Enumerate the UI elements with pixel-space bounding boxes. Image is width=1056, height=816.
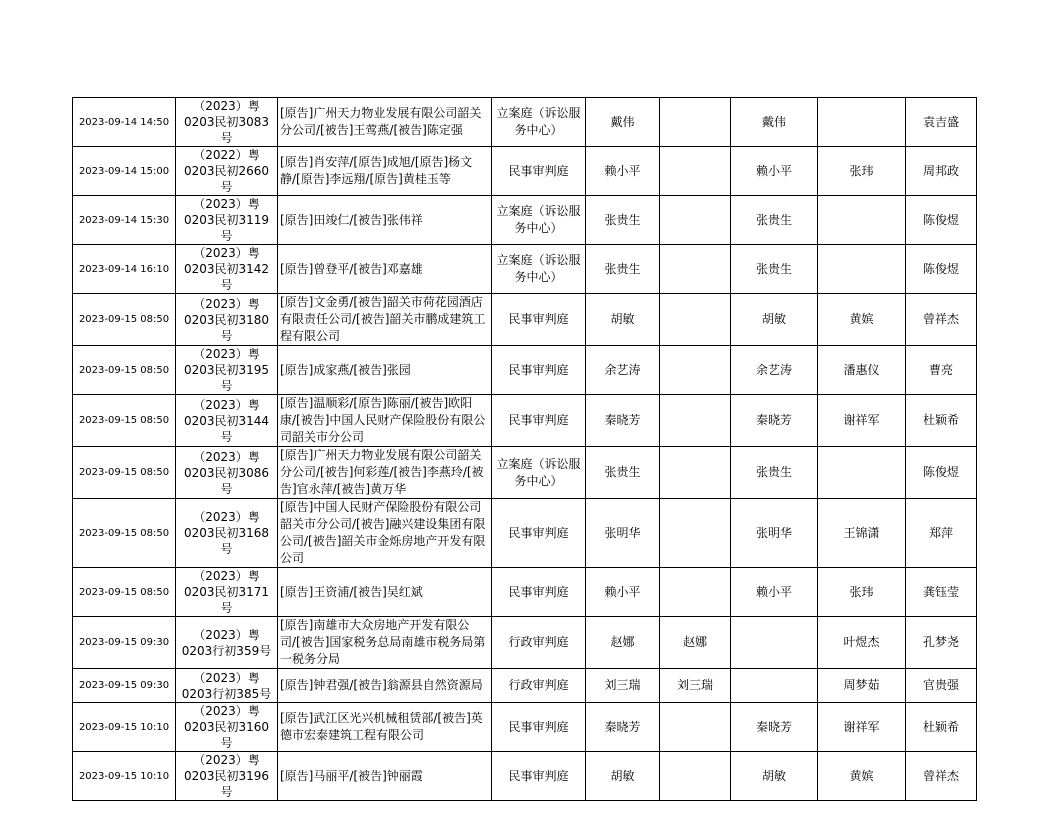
- presiding-judge-cell: 秦晓芳: [586, 395, 660, 447]
- judge-col6-cell: [660, 98, 731, 147]
- case-number-cell: （2023）粤0203民初3180号: [176, 294, 278, 346]
- table-row: [73, 752, 977, 801]
- parties-cell: [原告]肖安萍/[原告]成旭/[原告]杨文静/[原告]李远翔/[原告]黄桂玉等: [278, 147, 492, 196]
- table-row: [73, 669, 977, 703]
- case-number-cell: （2023）粤0203行初359号: [176, 617, 278, 669]
- clerk-cell: 曹亮: [906, 346, 977, 395]
- hearing-time-cell: 2023-09-15 08:50: [73, 395, 176, 447]
- judge-col6-cell: [660, 568, 731, 617]
- clerk-cell: 周邦政: [906, 147, 977, 196]
- judge-col7-cell: 张明华: [731, 499, 818, 568]
- parties-cell: [原告]南雄市大众房地产开发有限公司/[被告]国家税务总局南雄市税务局第一税务分局: [278, 617, 492, 669]
- clerk-cell: 龚钰莹: [906, 568, 977, 617]
- judge-col7-cell: 张贵生: [731, 196, 818, 245]
- table-row: [73, 568, 977, 617]
- case-number-cell: （2023）粤0203民初3119号: [176, 196, 278, 245]
- judge-col8-cell: [818, 245, 906, 294]
- hearing-time-cell: 2023-09-15 08:50: [73, 568, 176, 617]
- judge-col6-cell: [660, 395, 731, 447]
- hearing-time-cell: 2023-09-15 08:50: [73, 499, 176, 568]
- judge-col6-cell: [660, 447, 731, 499]
- case-number-cell: （2023）粤0203民初3086号: [176, 447, 278, 499]
- table-row: [73, 703, 977, 752]
- case-number-cell: （2023）粤0203民初3171号: [176, 568, 278, 617]
- judge-col8-cell: 王锦潇: [818, 499, 906, 568]
- court-division-cell: 立案庭（诉讼服务中心）: [492, 98, 586, 147]
- judge-col7-cell: 秦晓芳: [731, 395, 818, 447]
- judge-col6-cell: [660, 245, 731, 294]
- hearing-time-cell: 2023-09-15 08:50: [73, 294, 176, 346]
- parties-cell: [原告]王资浦/[被告]吴红斌: [278, 568, 492, 617]
- presiding-judge-cell: 刘三瑞: [586, 669, 660, 703]
- court-division-cell: 行政审判庭: [492, 669, 586, 703]
- court-division-cell: 民事审判庭: [492, 346, 586, 395]
- judge-col8-cell: 叶煜杰: [818, 617, 906, 669]
- hearing-time-cell: 2023-09-15 09:30: [73, 617, 176, 669]
- hearing-time-cell: 2023-09-15 08:50: [73, 346, 176, 395]
- hearing-time-cell: 2023-09-15 08:50: [73, 447, 176, 499]
- presiding-judge-cell: 张贵生: [586, 196, 660, 245]
- table-row: [73, 395, 977, 447]
- presiding-judge-cell: 赵娜: [586, 617, 660, 669]
- court-division-cell: 民事审判庭: [492, 752, 586, 801]
- hearing-schedule-table: [72, 97, 977, 801]
- parties-cell: [原告]田竣仁/[被告]张伟祥: [278, 196, 492, 245]
- parties-cell: [原告]成家燕/[被告]张园: [278, 346, 492, 395]
- table-row: [73, 499, 977, 568]
- judge-col8-cell: [818, 98, 906, 147]
- hearing-time-cell: 2023-09-14 16:10: [73, 245, 176, 294]
- parties-cell: [原告]马丽平/[被告]钟丽霞: [278, 752, 492, 801]
- judge-col7-cell: 赖小平: [731, 147, 818, 196]
- judge-col6-cell: [660, 147, 731, 196]
- parties-cell: [原告]广州天力物业发展有限公司韶关分公司/[被告]王莺燕/[被告]陈定强: [278, 98, 492, 147]
- table-row: [73, 617, 977, 669]
- judge-col7-cell: 秦晓芳: [731, 703, 818, 752]
- presiding-judge-cell: 余艺涛: [586, 346, 660, 395]
- hearing-time-cell: 2023-09-15 09:30: [73, 669, 176, 703]
- presiding-judge-cell: 赖小平: [586, 147, 660, 196]
- court-division-cell: 民事审判庭: [492, 395, 586, 447]
- hearing-time-cell: 2023-09-14 14:50: [73, 98, 176, 147]
- parties-cell: [原告]曾登平/[被告]邓嘉雄: [278, 245, 492, 294]
- court-division-cell: 民事审判庭: [492, 147, 586, 196]
- presiding-judge-cell: 胡敏: [586, 294, 660, 346]
- hearing-time-cell: 2023-09-15 10:10: [73, 752, 176, 801]
- table-row: [73, 294, 977, 346]
- case-number-cell: （2023）粤0203民初3168号: [176, 499, 278, 568]
- presiding-judge-cell: 秦晓芳: [586, 703, 660, 752]
- case-number-cell: （2023）粤0203民初3144号: [176, 395, 278, 447]
- court-division-cell: 民事审判庭: [492, 703, 586, 752]
- judge-col7-cell: [731, 617, 818, 669]
- judge-col8-cell: 谢祥军: [818, 703, 906, 752]
- presiding-judge-cell: 戴伟: [586, 98, 660, 147]
- presiding-judge-cell: 张明华: [586, 499, 660, 568]
- judge-col8-cell: [818, 447, 906, 499]
- judge-col6-cell: 刘三瑞: [660, 669, 731, 703]
- judge-col6-cell: [660, 499, 731, 568]
- court-division-cell: 行政审判庭: [492, 617, 586, 669]
- judge-col6-cell: [660, 196, 731, 245]
- court-division-cell: 民事审判庭: [492, 294, 586, 346]
- clerk-cell: 曾祥杰: [906, 752, 977, 801]
- court-division-cell: 立案庭（诉讼服务中心）: [492, 196, 586, 245]
- table-row: [73, 346, 977, 395]
- case-number-cell: （2022）粤0203民初2660号: [176, 147, 278, 196]
- judge-col7-cell: 张贵生: [731, 447, 818, 499]
- clerk-cell: 陈俊煜: [906, 447, 977, 499]
- court-division-cell: 民事审判庭: [492, 499, 586, 568]
- court-division-cell: 民事审判庭: [492, 568, 586, 617]
- judge-col6-cell: 赵娜: [660, 617, 731, 669]
- judge-col7-cell: 余艺涛: [731, 346, 818, 395]
- case-number-cell: （2023）粤0203民初3083号: [176, 98, 278, 147]
- case-number-cell: （2023）粤0203民初3196号: [176, 752, 278, 801]
- judge-col7-cell: [731, 669, 818, 703]
- table-row: [73, 98, 977, 147]
- judge-col8-cell: 张玮: [818, 147, 906, 196]
- case-number-cell: （2023）粤0203民初3142号: [176, 245, 278, 294]
- judge-col8-cell: [818, 196, 906, 245]
- parties-cell: [原告]武江区光兴机械租赁部/[被告]英德市宏泰建筑工程有限公司: [278, 703, 492, 752]
- parties-cell: [原告]中国人民财产保险股份有限公司韶关市分公司/[被告]融兴建设集团有限公司/[被告]韶关市金烁房地产开发有限公司: [278, 499, 492, 568]
- hearing-time-cell: 2023-09-14 15:00: [73, 147, 176, 196]
- clerk-cell: 曾祥杰: [906, 294, 977, 346]
- judge-col8-cell: 张玮: [818, 568, 906, 617]
- judge-col8-cell: 谢祥军: [818, 395, 906, 447]
- case-number-cell: （2023）粤0203民初3195号: [176, 346, 278, 395]
- table-row: [73, 196, 977, 245]
- judge-col7-cell: 赖小平: [731, 568, 818, 617]
- judge-col6-cell: [660, 703, 731, 752]
- judge-col8-cell: 潘惠仪: [818, 346, 906, 395]
- case-number-cell: （2023）粤0203行初385号: [176, 669, 278, 703]
- table-row: [73, 245, 977, 294]
- clerk-cell: 杜颖希: [906, 395, 977, 447]
- clerk-cell: 郑萍: [906, 499, 977, 568]
- clerk-cell: 陈俊煜: [906, 245, 977, 294]
- parties-cell: [原告]钟君强/[被告]翁源县自然资源局: [278, 669, 492, 703]
- table-row: [73, 147, 977, 196]
- clerk-cell: 官贵强: [906, 669, 977, 703]
- judge-col6-cell: [660, 752, 731, 801]
- judge-col8-cell: 黄嫔: [818, 294, 906, 346]
- clerk-cell: 孔梦尧: [906, 617, 977, 669]
- judge-col7-cell: 张贵生: [731, 245, 818, 294]
- clerk-cell: 陈俊煜: [906, 196, 977, 245]
- hearing-time-cell: 2023-09-14 15:30: [73, 196, 176, 245]
- presiding-judge-cell: 胡敏: [586, 752, 660, 801]
- judge-col8-cell: 黄嫔: [818, 752, 906, 801]
- clerk-cell: 袁吉盛: [906, 98, 977, 147]
- presiding-judge-cell: 张贵生: [586, 245, 660, 294]
- judge-col7-cell: 戴伟: [731, 98, 818, 147]
- table-row: [73, 447, 977, 499]
- case-number-cell: （2023）粤0203民初3160号: [176, 703, 278, 752]
- parties-cell: [原告]广州天力物业发展有限公司韶关分公司/[被告]何彩莲/[被告]李燕玲/[被告]官永萍/[被告]黄万华: [278, 447, 492, 499]
- court-division-cell: 立案庭（诉讼服务中心）: [492, 447, 586, 499]
- judge-col8-cell: 周梦茹: [818, 669, 906, 703]
- judge-col6-cell: [660, 294, 731, 346]
- clerk-cell: 杜颖希: [906, 703, 977, 752]
- presiding-judge-cell: 张贵生: [586, 447, 660, 499]
- presiding-judge-cell: 赖小平: [586, 568, 660, 617]
- judge-col7-cell: 胡敏: [731, 752, 818, 801]
- court-division-cell: 立案庭（诉讼服务中心）: [492, 245, 586, 294]
- hearing-time-cell: 2023-09-15 10:10: [73, 703, 176, 752]
- judge-col7-cell: 胡敏: [731, 294, 818, 346]
- parties-cell: [原告]文金勇/[被告]韶关市荷花园酒店有限责任公司/[被告]韶关市鹏成建筑工程有限公司: [278, 294, 492, 346]
- parties-cell: [原告]温顺彩/[原告]陈丽/[被告]欧阳康/[被告]中国人民财产保险股份有限公司韶关市分公司: [278, 395, 492, 447]
- judge-col6-cell: [660, 346, 731, 395]
